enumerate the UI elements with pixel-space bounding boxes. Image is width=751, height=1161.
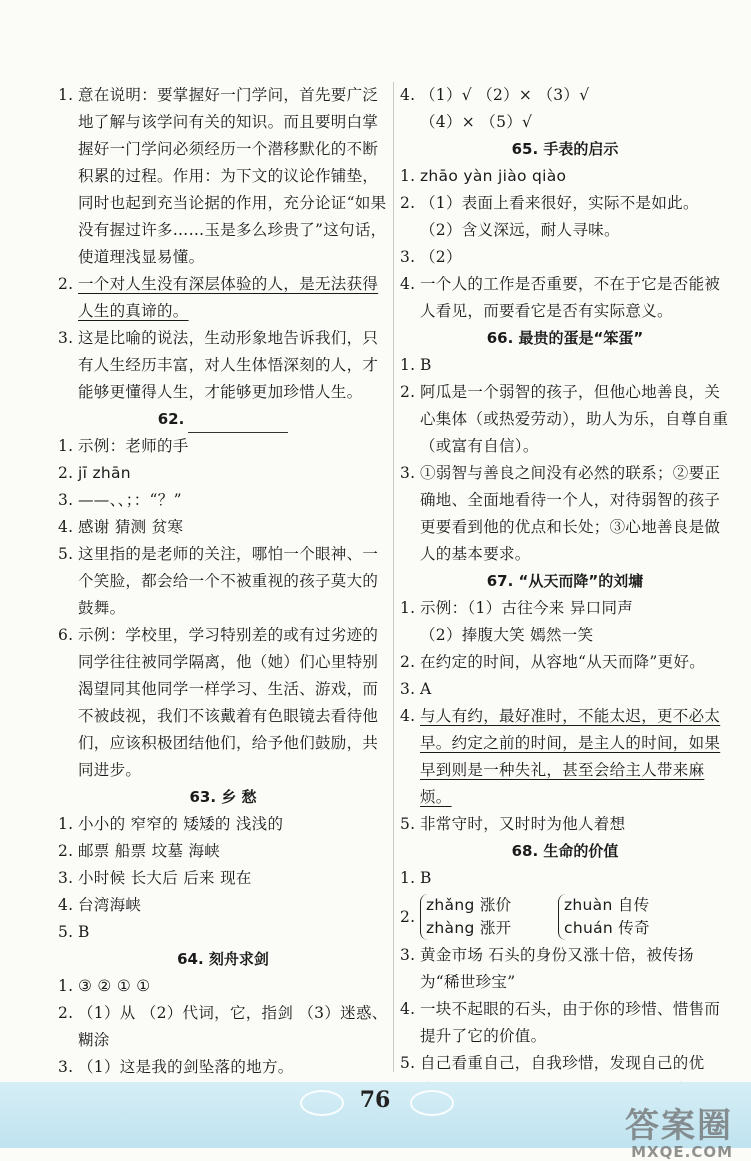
answer-item: 3. ——、、；：“？”	[58, 491, 182, 509]
answer-item: 4. 一个人的工作是否重要，不在于它是否能被人看见，而要看它是否有实际意义。	[400, 275, 721, 320]
answer-item: 1. 意在说明：要掌握好一门学问，首先要广泛地了解与该学问有关的知识。而且要明白掌握好一门学问必须经历一个潜移默化的不断积累的过程。作用：为下文的议论作铺垫，同时也起到充当论据的作用，充分论证“如果没有握过许多……玉是多么珍贵了”这句话，使道理浅显易懂。	[58, 86, 387, 266]
section-title-68: 68. 生命的价值	[511, 842, 619, 860]
column-divider	[393, 82, 394, 1072]
answer-item: 1. 小小的 窄窄的 矮矮的 浅浅的	[58, 815, 284, 833]
answer-item: 2. 阿瓜是一个弱智的孩子，但他心地善良，关心集体（或热爱劳动），助人为乐，自尊自重（或富有自信）。	[400, 383, 729, 455]
answer-item: 3. A	[400, 680, 432, 698]
section-title-64: 64. 刻舟求剑	[177, 950, 269, 968]
answer-subitem: （4）× （5）√	[420, 113, 533, 131]
answer-item: 2. （1）表面上看来很好，实际不是如此。	[400, 194, 699, 212]
answer-item: 4. 一块不起眼的石头，由于你的珍惜、惜售而提升了它的价值。	[400, 1000, 721, 1045]
answer-item: 2. 邮票 船票 坟墓 海峡	[58, 842, 221, 860]
answer-item: 3. （1）这是我的剑坠落的地方。	[58, 1058, 294, 1076]
answer-item: 2. 在约定的时间，从容地“从天而降”更好。	[400, 653, 706, 671]
answer-subitem: （2）含义深远，耐人寻味。	[420, 221, 620, 239]
answer-item: 2. jī zhān	[58, 464, 131, 482]
watermark-logo: 答案圈	[625, 1106, 733, 1146]
answer-item-pinyin-groups: 2. zhǎng 涨价 zhàng 涨开 zhuàn 自传 chuán 传奇	[400, 894, 730, 940]
watermark	[625, 1098, 733, 1161]
left-column	[58, 82, 388, 1135]
answer-item: 1. B	[400, 356, 432, 374]
answer-item: 1. zhāo yàn jiào qiào	[400, 167, 567, 185]
pinyin-group-zhuan: zhuàn 自传 chuán 传奇	[558, 894, 650, 940]
answer-item: 5. B	[58, 923, 90, 941]
answer-item: 6. 示例：学校里，学习特别差的或有过劣迹的同学往往被同学隔离，他（她）们心里特别渴望同其他同学一样学习、生活、游戏，而不被歧视，我们不该戴着有色眼镜去看待他们，应该积极团结他们，给予他们鼓励，共同进步。	[58, 626, 379, 779]
section-title-67: 67. “从天而降”的刘墉	[486, 572, 644, 590]
answer-item: 4. 台湾海峡	[58, 896, 142, 914]
answer-item: 2. （1）从 （2）代词，它，指剑 （3）迷惑、糊涂	[58, 1004, 388, 1049]
answer-item: 1. 示例：老师的手	[58, 437, 189, 455]
answer-item: 3. 黄金市场 石头的身份又涨十倍，被传扬为“稀世珍宝”	[400, 946, 694, 991]
answer-item: 4. 与人有约，最好准时，不能太迟，更不必太早。约定之前的时间，是主人的时间，如果早到则是一种失礼，甚至会给主人带来麻烦。	[400, 707, 721, 806]
answer-item: 3. 小时候 长大后 后来 现在	[58, 869, 252, 887]
answer-item: 2. 一个对人生没有深层体验的人，是无法获得人生的真谛的。	[58, 275, 379, 320]
section-title-62: 62.	[58, 406, 388, 433]
answer-item: 5. 非常守时，又时时为他人着想	[400, 815, 626, 833]
right-column	[400, 82, 730, 1131]
answer-item: 1. 示例：（1）古往今来 异口同声	[400, 599, 634, 617]
page-number: 76	[359, 1087, 391, 1113]
pinyin-group-zhang: zhǎng 涨价 zhàng 涨开	[420, 894, 558, 940]
watermark-url: MXQE.COM	[631, 1143, 733, 1161]
answer-item: 1. ③ ② ① ①	[58, 977, 151, 995]
answer-item: 5. 这里指的是老师的关注，哪怕一个眼神、一个笑脸，都会给一个不被重视的孩子莫大的鼓舞。	[58, 545, 379, 617]
section-title-63: 63. 乡 愁	[189, 788, 257, 806]
answer-subitem: （2）捧腹大笑 嫣然一笑	[420, 626, 594, 644]
answer-item: 3. ①弱智与善良之间没有必然的联系；②要正确地、全面地看待一个人，对待弱智的孩子更要看到他的优点和长处；③心地善良是做人的基本要求。	[400, 464, 721, 563]
answer-item: 5. 自己看重自己，自我珍惜，发现自己的优	[400, 1054, 705, 1072]
section-title-66: 66. 最贵的蛋是“笨蛋”	[486, 329, 644, 347]
answer-item: 4. （1）√ （2）× （3）√	[400, 86, 590, 104]
answer-item: 3. （2）	[400, 248, 462, 266]
answer-item: 3. 这是比喻的说法，生动形象地告诉我们，只有人生经历丰富，对人生体悟深刻的人，才能够更懂得人生，才能够更加珍惜人生。	[58, 329, 379, 401]
answer-item: 1. B	[400, 869, 432, 887]
section-title-65: 65. 手表的启示	[511, 140, 619, 158]
answer-item: 4. 感谢 猜测 贫寒	[58, 518, 184, 536]
